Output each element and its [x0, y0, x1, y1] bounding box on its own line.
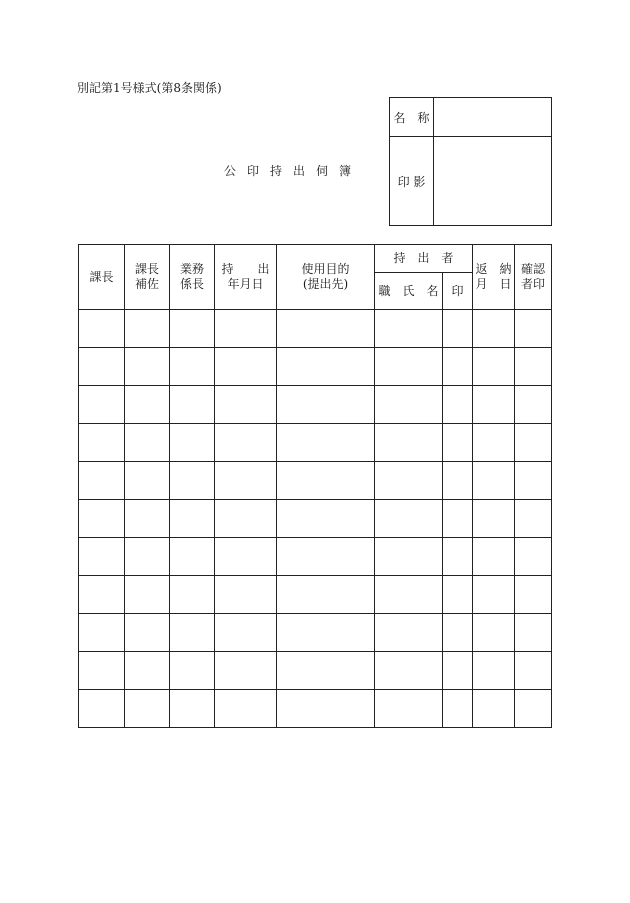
- header-carrier-name-text: 職 氏 名: [378, 283, 439, 298]
- carrier-seal-cell[interactable]: [443, 310, 473, 348]
- form-number-label: 別記第1号様式(第8条関係): [77, 81, 222, 95]
- assistant-chief-cell[interactable]: [125, 310, 170, 348]
- assistant-chief-cell[interactable]: [125, 462, 170, 500]
- section-chief-cell[interactable]: [79, 424, 125, 462]
- return-date-cell[interactable]: [473, 652, 515, 690]
- purpose-cell[interactable]: [277, 386, 375, 424]
- carrier-seal-cell[interactable]: [443, 576, 473, 614]
- business-chief-cell[interactable]: [170, 500, 215, 538]
- assistant-chief-cell[interactable]: [125, 576, 170, 614]
- carrier-seal-cell[interactable]: [443, 386, 473, 424]
- business-chief-cell[interactable]: [170, 424, 215, 462]
- business-chief-cell[interactable]: [170, 652, 215, 690]
- business-chief-cell[interactable]: [170, 614, 215, 652]
- purpose-cell[interactable]: [277, 500, 375, 538]
- takeout-date-cell[interactable]: [215, 310, 277, 348]
- purpose-cell[interactable]: [277, 462, 375, 500]
- confirmer-seal-cell[interactable]: [515, 348, 552, 386]
- header-row-top: [79, 245, 552, 273]
- purpose-cell[interactable]: [277, 614, 375, 652]
- carrier-seal-cell[interactable]: [443, 424, 473, 462]
- carrier-seal-cell[interactable]: [443, 614, 473, 652]
- seal-registration-box: [389, 97, 552, 226]
- takeout-date-cell[interactable]: [215, 424, 277, 462]
- carrier-name-cell[interactable]: [375, 424, 443, 462]
- takeout-date-cell[interactable]: [215, 386, 277, 424]
- header-carrier-group: [375, 245, 473, 273]
- confirmer-seal-cell[interactable]: [515, 538, 552, 576]
- header-takeout-line2: 年月日: [227, 277, 264, 291]
- confirmer-seal-cell[interactable]: [515, 652, 552, 690]
- confirmer-seal-cell[interactable]: [515, 690, 552, 728]
- carrier-name-cell[interactable]: [375, 500, 443, 538]
- purpose-cell[interactable]: [277, 690, 375, 728]
- return-date-cell[interactable]: [473, 538, 515, 576]
- business-chief-cell[interactable]: [170, 310, 215, 348]
- assistant-chief-cell[interactable]: [125, 500, 170, 538]
- header-return-date: [473, 245, 515, 310]
- return-date-cell[interactable]: [473, 386, 515, 424]
- assistant-chief-cell[interactable]: [125, 690, 170, 728]
- assistant-chief-cell[interactable]: [125, 424, 170, 462]
- table-row: [79, 348, 552, 386]
- confirmer-seal-cell[interactable]: [515, 310, 552, 348]
- takeout-date-cell[interactable]: [215, 348, 277, 386]
- header-assistant-chief-line2: 補佐: [134, 277, 159, 291]
- purpose-cell[interactable]: [277, 538, 375, 576]
- section-chief-cell[interactable]: [79, 310, 125, 348]
- confirmer-seal-cell[interactable]: [515, 500, 552, 538]
- table-row: [79, 614, 552, 652]
- section-chief-cell[interactable]: [79, 386, 125, 424]
- return-date-cell[interactable]: [473, 310, 515, 348]
- confirmer-seal-cell[interactable]: [515, 424, 552, 462]
- section-chief-cell[interactable]: [79, 348, 125, 386]
- header-return-line2: 月 日: [475, 277, 512, 291]
- header-purpose-line1: 使用目的: [301, 262, 350, 276]
- return-date-cell[interactable]: [473, 576, 515, 614]
- takeout-date-cell[interactable]: [215, 690, 277, 728]
- confirmer-seal-cell[interactable]: [515, 614, 552, 652]
- header-confirm-line1: 確認: [521, 262, 546, 276]
- confirmer-seal-cell[interactable]: [515, 576, 552, 614]
- carrier-name-cell[interactable]: [375, 538, 443, 576]
- table-row: [79, 386, 552, 424]
- carrier-name-cell[interactable]: [375, 462, 443, 500]
- section-chief-cell[interactable]: [79, 500, 125, 538]
- return-date-cell[interactable]: [473, 614, 515, 652]
- table-row: [79, 690, 552, 728]
- takeout-date-cell[interactable]: [215, 576, 277, 614]
- carrier-seal-cell[interactable]: [443, 348, 473, 386]
- table-row: [79, 310, 552, 348]
- business-chief-cell[interactable]: [170, 690, 215, 728]
- header-purpose: [277, 245, 375, 310]
- takeout-date-cell[interactable]: [215, 614, 277, 652]
- header-takeout-line1: 持 出: [221, 262, 270, 276]
- header-carrier-name: [375, 273, 443, 310]
- carrier-seal-cell[interactable]: [443, 462, 473, 500]
- table-row: [79, 576, 552, 614]
- confirmer-seal-cell[interactable]: [515, 386, 552, 424]
- assistant-chief-cell[interactable]: [125, 538, 170, 576]
- seal-name-label: 名 称: [390, 98, 434, 137]
- section-chief-cell[interactable]: [79, 576, 125, 614]
- carrier-seal-cell[interactable]: [443, 538, 473, 576]
- return-date-cell[interactable]: [473, 348, 515, 386]
- carrier-seal-cell[interactable]: [443, 500, 473, 538]
- confirmer-seal-cell[interactable]: [515, 462, 552, 500]
- table-row: [79, 500, 552, 538]
- header-return-line1: 返 納: [475, 262, 512, 276]
- header-assistant-chief-line1: 課長: [134, 262, 159, 276]
- header-business-chief-line2: 係長: [179, 277, 204, 291]
- carrier-name-cell[interactable]: [375, 690, 443, 728]
- section-chief-cell[interactable]: [79, 614, 125, 652]
- ledger-body: [79, 310, 552, 728]
- header-purpose-line2: (提出先): [302, 277, 349, 291]
- header-business-chief: [170, 245, 215, 310]
- purpose-cell[interactable]: [277, 424, 375, 462]
- header-carrier-seal: [443, 273, 473, 310]
- return-date-cell[interactable]: [473, 690, 515, 728]
- header-confirm-line2: 者印: [521, 277, 546, 291]
- seal-impression-label: 印 影: [390, 137, 434, 226]
- document-title: 公印持出伺簿: [224, 164, 363, 178]
- header-assistant-chief: [125, 245, 170, 310]
- section-chief-cell[interactable]: [79, 462, 125, 500]
- table-row: [79, 424, 552, 462]
- carrier-name-cell[interactable]: [375, 576, 443, 614]
- purpose-cell[interactable]: [277, 348, 375, 386]
- business-chief-cell[interactable]: [170, 462, 215, 500]
- table-row: [79, 538, 552, 576]
- header-section-chief: [79, 245, 125, 310]
- header-carrier-group-text: 持 出 者: [393, 251, 454, 265]
- carrier-name-cell[interactable]: [375, 348, 443, 386]
- header-carrier-seal-text: 印: [451, 283, 464, 298]
- purpose-cell[interactable]: [277, 576, 375, 614]
- takeout-date-cell[interactable]: [215, 538, 277, 576]
- assistant-chief-cell[interactable]: [125, 614, 170, 652]
- business-chief-cell[interactable]: [170, 576, 215, 614]
- return-date-cell[interactable]: [473, 500, 515, 538]
- table-row: [79, 462, 552, 500]
- carrier-name-cell[interactable]: [375, 614, 443, 652]
- seal-impression-field[interactable]: [434, 137, 552, 226]
- section-chief-cell[interactable]: [79, 690, 125, 728]
- purpose-cell[interactable]: [277, 652, 375, 690]
- purpose-cell[interactable]: [277, 310, 375, 348]
- seal-takeout-ledger: [78, 244, 552, 728]
- carrier-name-cell[interactable]: [375, 310, 443, 348]
- seal-name-field[interactable]: [434, 98, 552, 137]
- assistant-chief-cell[interactable]: [125, 652, 170, 690]
- business-chief-cell[interactable]: [170, 538, 215, 576]
- header-business-chief-line1: 業務: [179, 262, 204, 276]
- return-date-cell[interactable]: [473, 424, 515, 462]
- header-section-chief-text: 課長: [89, 269, 114, 284]
- section-chief-cell[interactable]: [79, 538, 125, 576]
- return-date-cell[interactable]: [473, 462, 515, 500]
- assistant-chief-cell[interactable]: [125, 348, 170, 386]
- assistant-chief-cell[interactable]: [125, 386, 170, 424]
- carrier-name-cell[interactable]: [375, 652, 443, 690]
- takeout-date-cell[interactable]: [215, 462, 277, 500]
- header-confirmer-seal: [515, 245, 552, 310]
- carrier-seal-cell[interactable]: [443, 690, 473, 728]
- header-takeout-date: [215, 245, 277, 310]
- table-row: [79, 652, 552, 690]
- takeout-date-cell[interactable]: [215, 500, 277, 538]
- carrier-seal-cell[interactable]: [443, 652, 473, 690]
- business-chief-cell[interactable]: [170, 348, 215, 386]
- section-chief-cell[interactable]: [79, 652, 125, 690]
- carrier-name-cell[interactable]: [375, 386, 443, 424]
- takeout-date-cell[interactable]: [215, 652, 277, 690]
- business-chief-cell[interactable]: [170, 386, 215, 424]
